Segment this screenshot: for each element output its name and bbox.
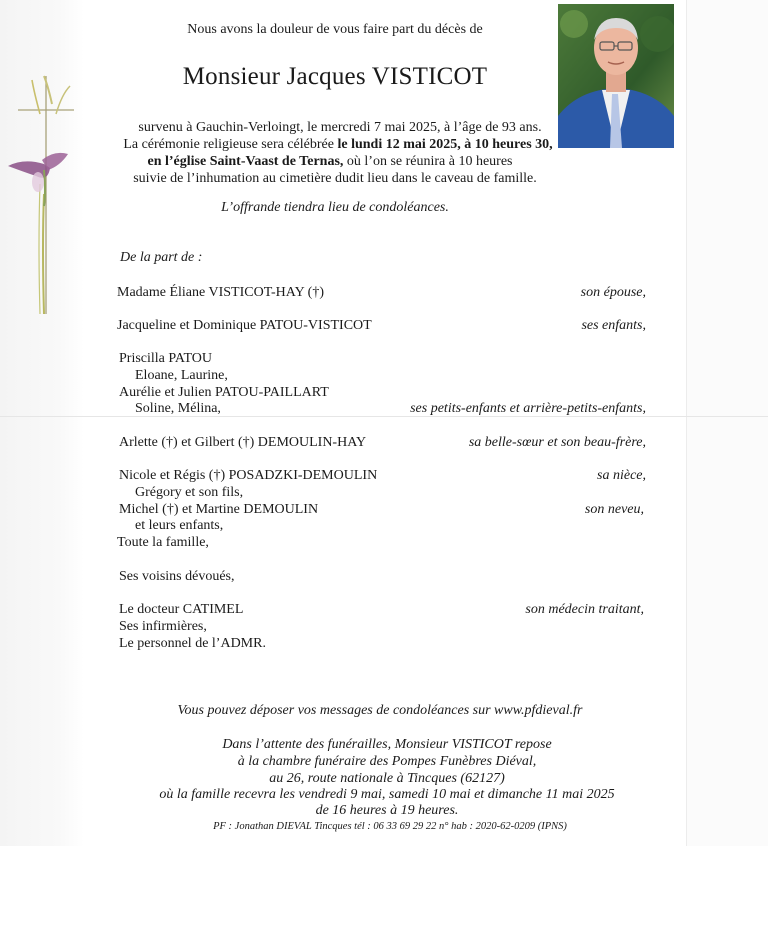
condolence-messages-line: Vous pouvez déposer vos messages de condoléances sur www.pfdieval.fr (177, 703, 583, 718)
family-name: et leurs enfants, (135, 518, 224, 533)
death-line: survenu à Gauchin-Verloingt, le mercredi 7 mai 2025, à l’âge de 93 ans. (138, 120, 542, 135)
family-relation: son épouse, (580, 285, 646, 300)
family-name: Arlette (†) et Gilbert (†) DEMOULIN-HAY (119, 435, 367, 450)
family-name: Le personnel de l’ADMR. (119, 636, 266, 651)
burial-line: suivie de l’inhumation au cimetière dudit lieu dans le caveau de famille. (133, 171, 537, 186)
church-name: en l’église Saint-Vaast de Ternas, (147, 154, 344, 169)
family-relation: ses petits-enfants et arrière-petits-enfants, (410, 401, 646, 416)
family-name: Priscilla PATOU (119, 351, 212, 366)
ceremony-prefix: La cérémonie religieuse sera célébrée (123, 137, 338, 152)
church-rest: où l’on se réunira à 10 heures (343, 154, 513, 169)
church-line (110, 154, 550, 170)
family-name: Soline, Mélina, (135, 401, 221, 416)
family-name: Madame Éliane VISTICOT-HAY (†) (117, 285, 324, 300)
family-name: Ses infirmières, (119, 619, 207, 634)
rest-line: à la chambre funéraire des Pompes Funèbres Diéval, (237, 754, 537, 769)
family-relation: ses enfants, (581, 318, 646, 333)
family-relation: son neveu, (584, 502, 644, 517)
family-relation: sa belle-sœur et son beau-frère, (468, 435, 646, 450)
rest-line: de 16 heures à 19 heures. (315, 803, 459, 818)
family-name: Grégory et son fils, (135, 485, 244, 500)
family-name: Ses voisins dévoués, (119, 569, 235, 584)
rest-line: Dans l’attente des funérailles, Monsieur VISTICOT repose (222, 737, 552, 752)
intro-line: Nous avons la douleur de vous faire part du décès de (187, 22, 483, 37)
family-name: Michel (†) et Martine DEMOULIN (119, 502, 319, 517)
family-relation: son médecin traitant, (525, 602, 644, 617)
funeral-home-info: PF : Jonathan DIEVAL Tincques tél : 06 33 69 29 22 n° hab : 2020-62-0209 (IPNS) (213, 821, 567, 832)
rest-line: au 26, route nationale à Tincques (62127) (269, 771, 505, 786)
family-name: Aurélie et Julien PATOU-PAILLART (119, 385, 329, 400)
family-relation: sa nièce, (597, 468, 646, 483)
offering-line: L’offrande tiendra lieu de condoléances. (221, 200, 449, 215)
family-name: Eloane, Laurine, (135, 368, 228, 383)
ceremony-line (96, 137, 580, 153)
scan-margin (686, 0, 768, 846)
calla-lily-cross-icon (4, 74, 84, 324)
rest-line: où la famille recevra les vendredi 9 mai, samedi 10 mai et dimanche 11 mai 2025 (159, 787, 615, 802)
family-name: Le docteur CATIMEL (119, 602, 244, 617)
deceased-name: Monsieur Jacques VISTICOT (182, 63, 488, 90)
ceremony-date: le lundi 12 mai 2025, à 10 heures 30, (337, 137, 553, 152)
family-heading: De la part de : (120, 250, 203, 265)
family-name: Nicole et Régis (†) POSADZKI-DEMOULIN (119, 468, 378, 483)
family-name: Toute la famille, (117, 535, 209, 550)
family-name: Jacqueline et Dominique PATOU-VISTICOT (117, 318, 372, 333)
